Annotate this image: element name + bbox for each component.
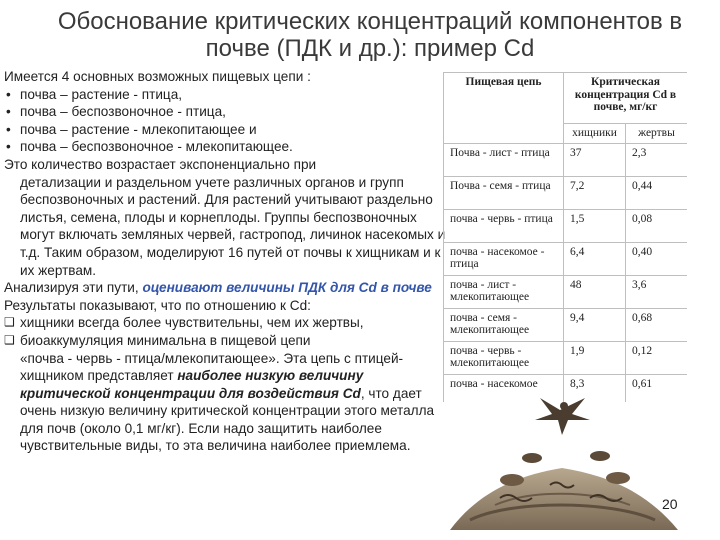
paragraph-growth-start: Это количество возрастает экспоненциально при [4,156,317,172]
critical-concentration-table [443,72,687,402]
cell-chain: почва - насекомое - птица [444,242,564,275]
table-row [444,275,688,308]
header-prey: жертвы [626,124,688,144]
small-bird-icon [522,451,610,463]
cell-predators: 48 [564,275,626,308]
result-item: ❑ хищники всегда более чувствительны, чем их жертвы, [4,314,452,332]
cell-prey: 0,08 [626,209,688,242]
food-chain-item: • почва – беспозвоночное - млекопитающее. [4,138,452,156]
analysis-emphasis: оценивают величины ПДК для Cd в почве [142,280,432,296]
cell-chain: почва - семя - млекопитающее [444,308,564,341]
cell-prey: 0,44 [626,176,688,209]
table-row [444,308,688,341]
cell-predators: 6,4 [564,242,626,275]
cell-chain: почва - червь - млекопитающее [444,341,564,374]
cell-predators: 8,3 [564,374,626,402]
cell-prey: 0,40 [626,242,688,275]
cell-predators: 37 [564,143,626,176]
result-detail-a: «почва - червь - птица/млекопитающее». Эта цепь с птицей-хищником представляет [20,350,404,384]
food-chain-list [4,86,452,156]
cell-predators: 7,2 [564,176,626,209]
table-row [444,143,688,176]
cell-chain: Почва - лист - птица [444,143,564,176]
analysis-start: Анализируя эти пути, [4,280,143,296]
results-list [4,314,452,455]
slide-title: Обоснование критических концентраций компонентов в почве (ПДК и др.): пример Cd [57,8,683,62]
food-chain-item: • почва – растение - млекопитающее и [4,121,452,139]
table-row [444,242,688,275]
food-chain-illustration [440,380,685,530]
table-row [444,341,688,374]
results-intro: Результаты показывают, что по отношению к Cd: [4,297,311,313]
cell-predators: 1,9 [564,341,626,374]
cell-chain: Почва - семя - птица [444,176,564,209]
header-critical-concentration: Критическая концентрация Cd в почве, мг/кг [564,73,688,124]
cell-prey: 0,12 [626,341,688,374]
table-row [444,176,688,209]
cell-prey: 2,3 [626,143,688,176]
result-start: биоаккумуляция минимальна в пищевой цепи [20,332,311,348]
critical-concentration-table-container [443,72,687,402]
table-row [444,209,688,242]
paragraph-growth-rest: детализации и раздельном учете различных органов и групп беспозвоночных и растений. Для растений учитывают раздельно листья, семена, плоды и корнеплоды. Группы беспозвоночных могут включать земляных червей, гастропод, личинок насекомых и т.д. Таким образом, моделируют 16 путей от почвы к хищникам и к их жертвам. [20,174,446,278]
paragraph-analysis [4,279,452,297]
food-chain-item: • почва – растение - птица, [4,86,452,104]
soil-mound [450,468,678,530]
header-predators: хищники [564,124,626,144]
result-item [4,332,452,455]
cell-predators: 1,5 [564,209,626,242]
result-detail-emphasis: наиболее низкую величину критической концентрации для воздействия Cd [20,368,364,401]
cell-chain: почва - насекомое [444,374,564,402]
cell-prey: 0,68 [626,308,688,341]
cell-predators: 9,4 [564,308,626,341]
body-text [4,68,452,455]
food-chain-item: • почва – беспозвоночное - птица, [4,103,452,121]
header-food-chain: Пищевая цепь [444,73,564,144]
bird-of-prey-icon [535,398,590,435]
cell-prey: 0,61 [626,374,688,402]
cell-prey: 3,6 [626,275,688,308]
cell-chain: почва - лист - млекопитающее [444,275,564,308]
page-number: 20 [662,496,678,512]
cell-chain: почва - червь - птица [444,209,564,242]
intro-text: Имеется 4 основных возможных пищевых цепи : [4,69,311,84]
paragraph-growth [4,156,452,279]
result-detail-c: , что дает очень низкую величину критической концентрации этого металла для почв (около 0,1 мг/кг). Если надо защитить наиболее чувствительные виды, то эта величина наиболее приемлема. [20,385,435,454]
